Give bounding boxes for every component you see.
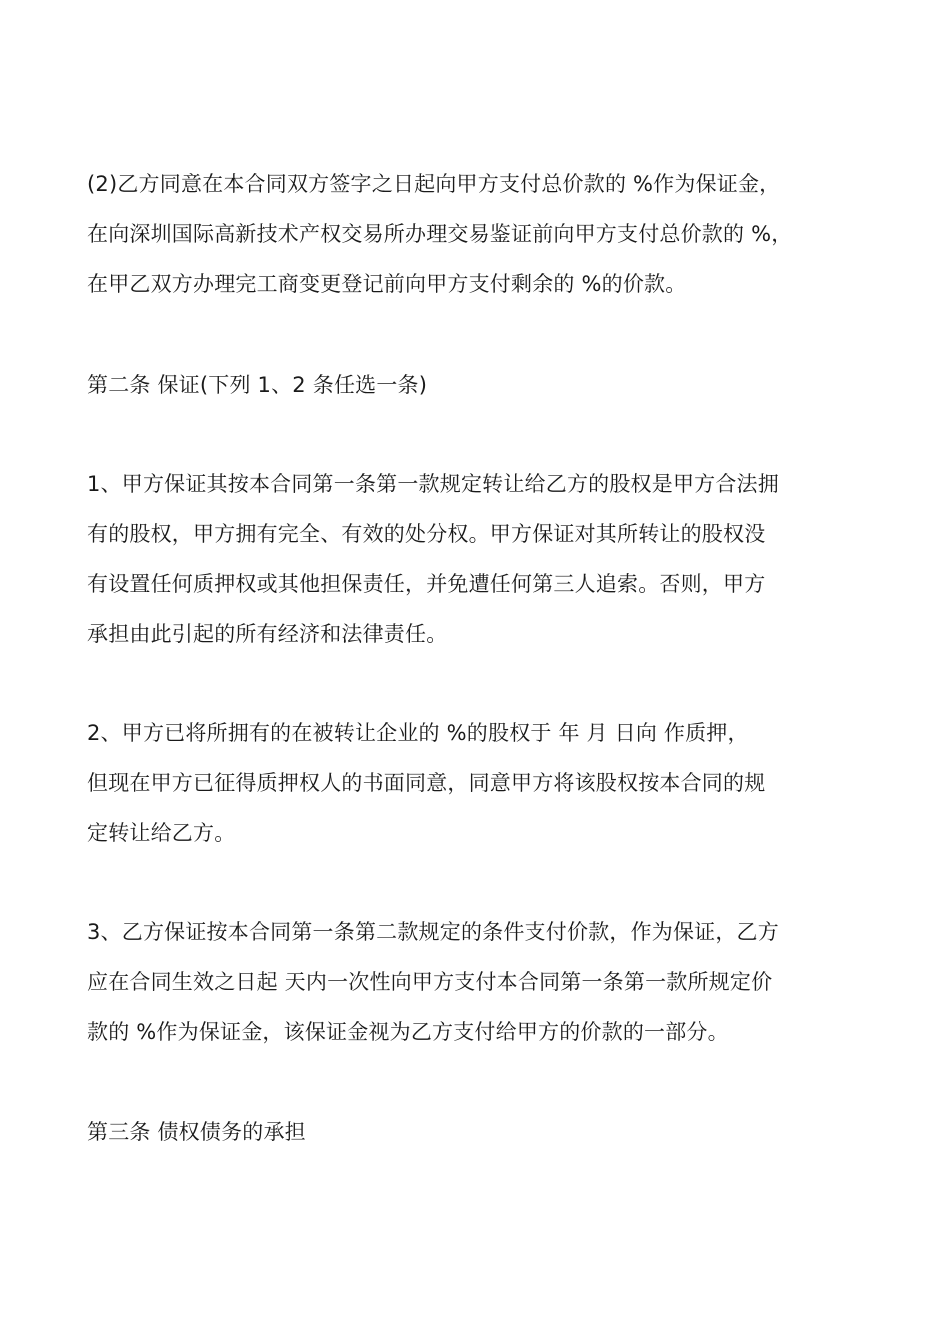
clause-three-line-2: 应在合同生效之日起 天内一次性向甲方支付本合同第一条第一款所规定价 <box>87 970 773 994</box>
clause-one-line-1: 1、甲方保证其按本合同第一条第一款规定转让给乙方的股权是甲方合法拥 <box>87 472 779 496</box>
payment-paragraph-line-2: 在向深圳国际高新技术产权交易所办理交易鉴证前向甲方支付总价款的 %， <box>87 222 793 246</box>
clause-two-line-3: 定转让给乙方。 <box>87 821 236 845</box>
article-two-heading: 第二条 保证(下列 1、2 条任选一条) <box>87 373 428 397</box>
clause-one-line-4: 承担由此引起的所有经济和法律责任。 <box>87 622 448 646</box>
clause-three-line-3: 款的 %作为保证金，该保证金视为乙方支付给甲方的价款的一部分。 <box>87 1020 729 1044</box>
payment-paragraph-line-1: (2)乙方同意在本合同双方签字之日起向甲方支付总价款的 %作为保证金， <box>87 172 781 196</box>
clause-two-line-2: 但现在甲方已征得质押权人的书面同意，同意甲方将该股权按本合同的规 <box>87 771 766 795</box>
clause-two-line-1: 2、甲方已将所拥有的在被转让企业的 %的股权于 年 月 日向 作质押， <box>87 721 749 745</box>
article-three-heading: 第三条 债权债务的承担 <box>87 1120 306 1144</box>
clause-one-line-3: 有设置任何质押权或其他担保责任，并免遭任何第三人追索。否则，甲方 <box>87 572 766 596</box>
clause-one-line-2: 有的股权，甲方拥有完全、有效的处分权。甲方保证对其所转让的股权没 <box>87 522 766 546</box>
clause-three-line-1: 3、乙方保证按本合同第一条第二款规定的条件支付价款，作为保证，乙方 <box>87 920 779 944</box>
payment-paragraph-line-3: 在甲乙双方办理完工商变更登记前向甲方支付剩余的 %的价款。 <box>87 272 687 296</box>
